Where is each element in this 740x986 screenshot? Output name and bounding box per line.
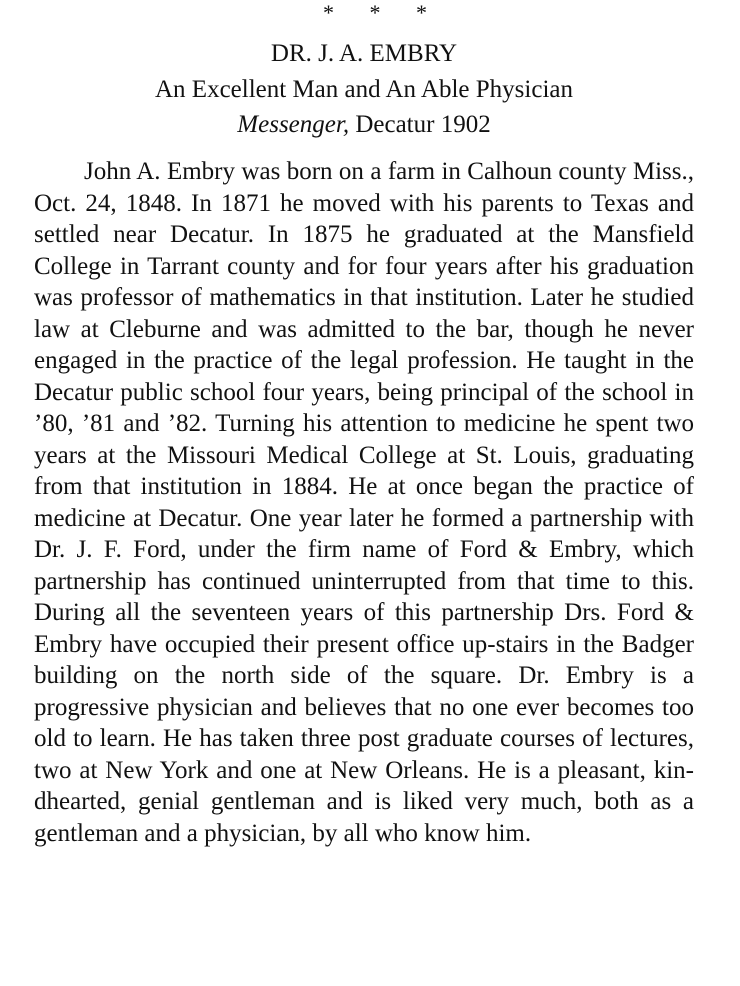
article-body: John A. Embry was born on a farm in Calhoun county Miss., Oct. 24, 1848. In 1871 he moved with his parents to Texas and settled near Decatur. In 1875 he graduated at the Mansfield College in Tarrant county and for four years after his graduation was professor of mathematics in that institution. Later he studied law at Cleburne and was admitted to the bar, though he never engaged in the practice of the legal profession. He taught in the Decatur public school four years, being principal of the school in ’80, ’81 and ’82. Turning his attention to medicine he spent two years at the Missouri Medical College at St. Louis, graduating from that institution in 1884. He at once began the practice of medicine at Decatur. One year later he formed a partnership with Dr. J. F. Ford, under the firm name of Ford & Embry, which partnership has continued uninterrupted from that time to this. During all the seventeen years of this partnership Drs. Ford & Embry have occupied their present office up-stairs in the Badger building on the north side of the square. Dr. Embry is a progressive physician and believes that no one ever becomes too old to learn. He has taken three post graduate courses of lectures, two at New York and one at New Orleans. He is a pleasant, kindhearted, genial gentleman and is liked very much, both as a gentleman and a physician, by all who know him.	[34, 158, 694, 847]
document-page	[34, 0, 694, 849]
source-detail: Decatur 1902	[355, 111, 491, 138]
article-subtitle: An Excellent Man and An Able Physician	[155, 76, 573, 103]
section-ornament	[56, 0, 694, 26]
article-source	[34, 106, 694, 144]
article-title: DR. J. A. EMBRY	[270, 40, 458, 67]
source-publication: Messenger,	[237, 111, 350, 138]
ornament-asterisk: *	[323, 0, 334, 25]
ornament-asterisk: *	[416, 0, 427, 25]
ornament-asterisk: *	[369, 0, 381, 25]
